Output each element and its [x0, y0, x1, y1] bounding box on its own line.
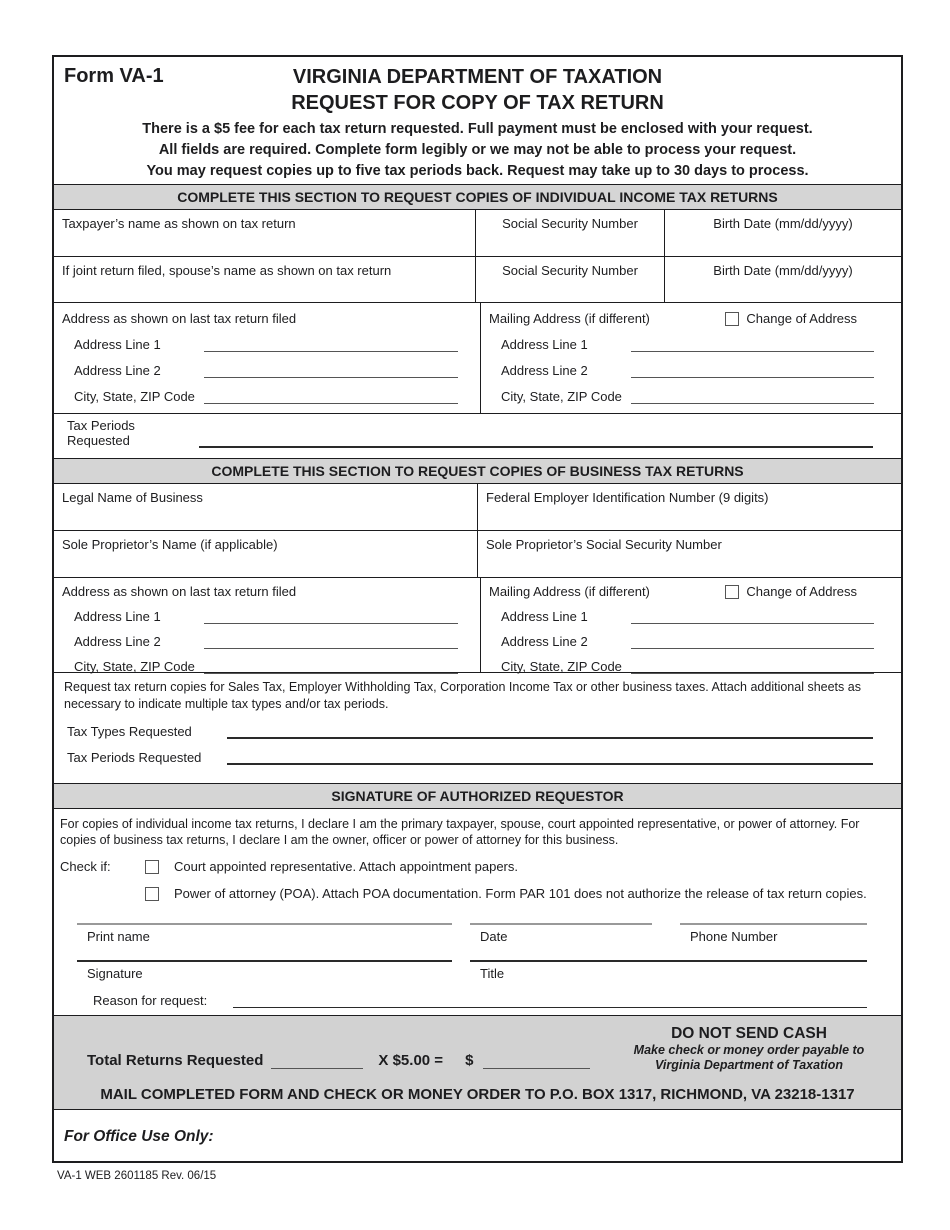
bus-mailing-address-title: Mailing Address (if different) — [489, 584, 650, 599]
sole-prop-name-cell[interactable] — [54, 531, 477, 577]
legal-name-label: Legal Name of Business — [62, 490, 203, 505]
reason-input[interactable] — [233, 993, 867, 1008]
sole-proprietor-row — [54, 530, 901, 577]
business-section-header: COMPLETE THIS SECTION TO REQUEST COPIES OF BUSINESS TAX RETURNS — [54, 458, 901, 484]
sole-prop-ssn-cell[interactable] — [477, 531, 901, 577]
ind-address-line2-label: Address Line 2 — [74, 363, 161, 378]
total-amount-input[interactable] — [483, 1055, 590, 1069]
form-number: Form VA-1 — [64, 65, 164, 87]
bus-tax-periods-label: Tax Periods Requested — [67, 750, 202, 765]
taxpayer-ssn-label: Social Security Number — [502, 216, 638, 231]
sole-prop-ssn-label: Sole Proprietor’s Social Security Number — [486, 537, 722, 552]
business-address-row — [54, 577, 901, 672]
bus-tax-periods-row — [64, 749, 891, 765]
ind-mailing-address-title: Mailing Address (if different) — [489, 311, 650, 326]
ind-mailing-title-row — [489, 311, 901, 326]
individual-address-row — [54, 302, 901, 413]
bus-physical-address-title: Address as shown on last tax return filed — [62, 584, 297, 599]
payable-line-1: Make check or money order payable to — [633, 1043, 865, 1057]
bus-address-line1-input[interactable] — [204, 608, 458, 624]
form-footer: VA-1 WEB 2601185 Rev. 06/15 — [57, 1170, 217, 1182]
business-note-row — [54, 672, 901, 783]
ind-mailing-city-row — [489, 388, 901, 404]
ind-mailing-city-input[interactable] — [631, 388, 874, 404]
bus-address-line1-row — [62, 608, 480, 624]
ind-city-state-zip-input[interactable] — [204, 388, 458, 404]
court-appointed-label: Court appointed representative. Attach appointment papers. — [174, 859, 518, 874]
bus-mailing-city-row — [489, 658, 901, 674]
signature-field[interactable] — [77, 960, 452, 981]
signature-declaration: For copies of individual income tax returns, I declare I am the primary taxpayer, spouse, court appointed representative, or power of attorney. For copies of business tax returns, I declare I am the owner, officer or power of attorney for this business. — [60, 817, 860, 847]
bus-city-state-zip-row — [62, 658, 480, 674]
spacer — [452, 960, 470, 981]
form-va1 — [52, 55, 903, 1163]
date-label: Date — [480, 929, 508, 944]
instruction-line-1: There is a $5 fee for each tax return requested. Full payment must be enclosed with your request. — [142, 121, 813, 137]
court-appointed-row — [60, 859, 893, 874]
ind-mailing-line2-row — [489, 362, 901, 378]
title-label: Title — [480, 966, 505, 981]
print-name-date-phone-row — [77, 923, 867, 944]
ind-mailing-city-label: City, State, ZIP Code — [501, 389, 622, 404]
ind-change-of-address-checkbox[interactable] — [725, 312, 739, 326]
business-name-row — [54, 484, 901, 530]
title-field[interactable] — [470, 960, 867, 981]
ind-change-of-address — [725, 311, 857, 326]
individual-section-header: COMPLETE THIS SECTION TO REQUEST COPIES OF INDIVIDUAL INCOME TAX RETURNS — [54, 184, 901, 210]
bus-mailing-city-label: City, State, ZIP Code — [501, 659, 622, 674]
reason-label: Reason for request: — [93, 993, 208, 1008]
ind-address-line1-row — [62, 336, 480, 352]
ind-city-state-zip-label: City, State, ZIP Code — [74, 389, 195, 404]
spouse-birthdate-cell[interactable] — [664, 257, 901, 302]
bus-tax-types-input[interactable] — [227, 723, 873, 739]
ind-mailing-line1-input[interactable] — [631, 336, 874, 352]
signature-section-header: SIGNATURE OF AUTHORIZED REQUESTOR — [54, 783, 901, 809]
signature-title-row — [77, 960, 867, 981]
sole-prop-name-label: Sole Proprietor’s Name (if applicable) — [62, 537, 278, 552]
form-title: VIRGINIA DEPARTMENT OF TAXATION — [292, 66, 663, 88]
spouse-birthdate-label: Birth Date (mm/dd/yyyy) — [713, 263, 853, 278]
poa-label: Power of attorney (POA). Attach POA documentation. Form PAR 101 does not authorize the release of tax return copies. — [174, 886, 867, 901]
signature-label: Signature — [87, 966, 143, 981]
form-subtitle: REQUEST FOR COPY OF TAX RETURN — [291, 92, 664, 114]
ind-address-line2-input[interactable] — [204, 362, 458, 378]
taxpayer-name-cell[interactable] — [54, 210, 475, 256]
taxpayer-name-label: Taxpayer’s name as shown on tax return — [62, 216, 296, 231]
ind-mailing-address-block — [480, 303, 901, 413]
spouse-name-label: If joint return filed, spouse’s name as shown on tax return — [62, 263, 392, 278]
bus-mailing-line2-label: Address Line 2 — [501, 634, 588, 649]
do-not-send-cash-block — [623, 1025, 875, 1073]
phone-label: Phone Number — [690, 929, 778, 944]
taxpayer-birthdate-label: Birth Date (mm/dd/yyyy) — [713, 216, 853, 231]
office-use-label: For Office Use Only: — [64, 1128, 214, 1145]
office-use-box — [54, 1109, 901, 1161]
instruction-line-3: You may request copies up to five tax periods back. Request may take up to 30 days to process. — [146, 163, 809, 179]
payment-section — [54, 1015, 901, 1109]
reason-row — [93, 993, 867, 1008]
bus-physical-address-block — [54, 578, 480, 672]
taxpayer-birthdate-cell[interactable] — [664, 210, 901, 256]
ind-physical-address-block — [54, 303, 480, 413]
spacer — [652, 923, 680, 944]
legal-name-cell[interactable] — [54, 484, 477, 530]
multiplier-label: X $5.00 = — [378, 1052, 444, 1069]
poa-row — [145, 886, 893, 901]
ind-tax-periods-input[interactable] — [199, 432, 873, 448]
signature-section — [54, 809, 901, 1015]
bus-address-line2-input[interactable] — [204, 633, 458, 649]
bus-tax-types-label: Tax Types Requested — [67, 724, 192, 739]
instruction-line-2: All fields are required. Complete form legibly or we may not be able to process your request. — [158, 142, 797, 158]
poa-checkbox[interactable] — [145, 887, 159, 901]
bus-mailing-address-block — [480, 578, 901, 672]
ind-tax-periods-label: Tax Periods Requested — [67, 418, 135, 448]
bus-city-state-zip-input[interactable] — [204, 658, 458, 674]
do-not-send-cash-label: DO NOT SEND CASH — [671, 1025, 827, 1042]
ind-address-line1-input[interactable] — [204, 336, 458, 352]
form-title-block — [54, 57, 901, 116]
phone-field[interactable] — [680, 923, 867, 944]
taxpayer-row — [54, 210, 901, 256]
print-name-field[interactable] — [77, 923, 452, 944]
taxpayer-ssn-cell[interactable] — [475, 210, 664, 256]
bus-address-line1-label: Address Line 1 — [74, 609, 161, 624]
bus-city-state-zip-label: City, State, ZIP Code — [74, 659, 195, 674]
spouse-ssn-label: Social Security Number — [502, 263, 638, 278]
bus-mailing-line2-input[interactable] — [631, 633, 874, 649]
bus-mailing-city-input[interactable] — [631, 658, 874, 674]
ind-mailing-line2-label: Address Line 2 — [501, 363, 588, 378]
date-field[interactable] — [470, 923, 652, 944]
total-returns-input[interactable] — [271, 1055, 363, 1069]
ind-address-line2-row — [62, 362, 480, 378]
ind-mailing-line1-row — [489, 336, 901, 352]
spouse-row — [54, 256, 901, 302]
ind-physical-address-title: Address as shown on last tax return filed — [62, 311, 297, 326]
court-appointed-checkbox[interactable] — [145, 860, 159, 874]
bus-mailing-title-row — [489, 584, 901, 599]
business-note: Request tax return copies for Sales Tax, Employer Withholding Tax, Corporation Income Tax or other business taxes. Attach additional sheets as necessary to indicate multiple tax types and/or tax periods. — [64, 680, 861, 711]
bus-change-of-address — [725, 584, 857, 599]
bus-address-line2-label: Address Line 2 — [74, 634, 161, 649]
bus-mailing-line2-row — [489, 633, 901, 649]
spouse-ssn-cell[interactable] — [475, 257, 664, 302]
bus-mailing-line1-input[interactable] — [631, 608, 874, 624]
ind-city-state-zip-row — [62, 388, 480, 404]
spacer — [452, 923, 470, 944]
ind-mailing-line2-input[interactable] — [631, 362, 874, 378]
total-returns-label: Total Returns Requested — [87, 1052, 264, 1069]
bus-change-of-address-label: Change of Address — [746, 584, 857, 599]
ind-change-of-address-label: Change of Address — [746, 311, 857, 326]
fein-cell[interactable] — [477, 484, 901, 530]
ind-mailing-line1-label: Address Line 1 — [501, 337, 588, 352]
print-name-label: Print name — [87, 929, 150, 944]
spouse-name-cell[interactable] — [54, 257, 475, 302]
ind-address-line1-label: Address Line 1 — [74, 337, 161, 352]
bus-address-line2-row — [62, 633, 480, 649]
bus-mailing-line1-label: Address Line 1 — [501, 609, 588, 624]
check-if-label: Check if: — [60, 859, 111, 874]
bus-change-of-address-checkbox[interactable] — [725, 585, 739, 599]
dollar-sign: $ — [465, 1052, 474, 1069]
bus-mailing-line1-row — [489, 608, 901, 624]
form-instructions — [54, 119, 901, 184]
payable-line-2: Virginia Department of Taxation — [655, 1058, 843, 1072]
ind-tax-periods-row — [54, 413, 901, 458]
form-header — [54, 57, 901, 119]
bus-tax-types-row — [64, 723, 891, 739]
total-returns-row — [87, 1052, 590, 1069]
mail-instruction: MAIL COMPLETED FORM AND CHECK OR MONEY ORDER TO P.O. BOX 1317, RICHMOND, VA 23218-1317 — [100, 1086, 855, 1103]
fein-label: Federal Employer Identification Number (9 digits) — [486, 490, 769, 505]
bus-tax-periods-input[interactable] — [227, 749, 873, 765]
